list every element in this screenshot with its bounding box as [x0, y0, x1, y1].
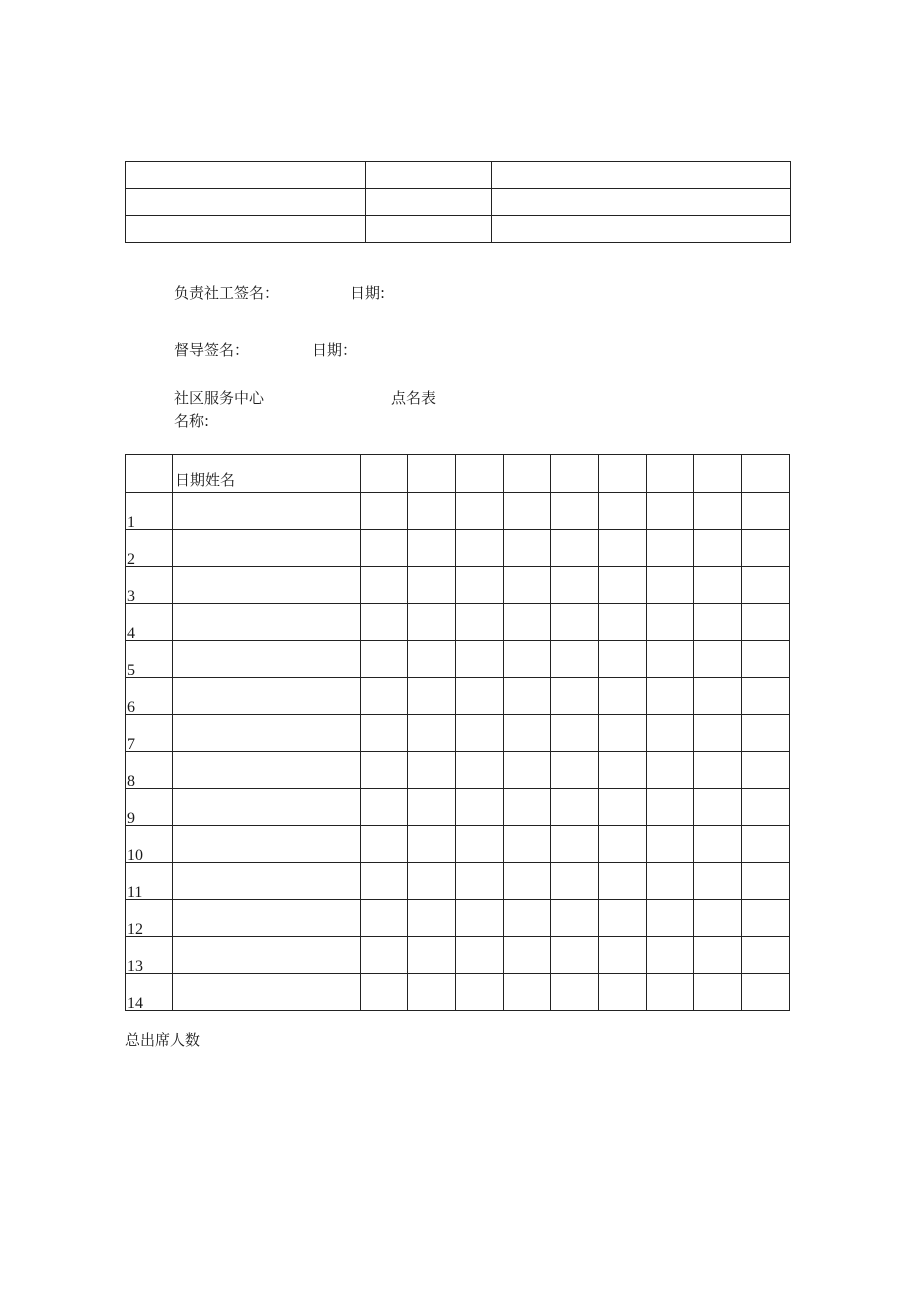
attendance-cell[interactable]: [742, 863, 790, 900]
attendance-cell[interactable]: [361, 604, 408, 641]
attendance-cell[interactable]: [599, 604, 647, 641]
name-cell[interactable]: [173, 604, 361, 641]
name-cell[interactable]: [173, 863, 361, 900]
roster-table: [125, 454, 790, 1011]
attendance-cell[interactable]: [551, 678, 599, 715]
attendance-cell[interactable]: [361, 789, 408, 826]
attendance-cell[interactable]: [647, 715, 694, 752]
name-cell[interactable]: [173, 493, 361, 530]
row-number: 5: [127, 662, 135, 679]
attendance-cell[interactable]: [694, 567, 742, 604]
attendance-cell[interactable]: [504, 826, 551, 863]
row-number-cell: [126, 715, 173, 752]
top-table-cell[interactable]: [366, 189, 492, 216]
top-table-cell[interactable]: [492, 162, 791, 189]
name-cell[interactable]: [173, 567, 361, 604]
row-number-cell: [126, 567, 173, 604]
attendance-cell[interactable]: [408, 604, 456, 641]
attendance-cell[interactable]: [456, 715, 504, 752]
row-number-cell: [126, 641, 173, 678]
row-number-cell: [126, 937, 173, 974]
attendance-cell[interactable]: [408, 752, 456, 789]
attendance-cell[interactable]: [456, 937, 504, 974]
attendance-cell[interactable]: [647, 641, 694, 678]
date-header-cell[interactable]: [551, 455, 599, 493]
attendance-cell[interactable]: [504, 530, 551, 567]
name-cell[interactable]: [173, 900, 361, 937]
row-number: 4: [127, 625, 135, 642]
attendance-cell[interactable]: [504, 715, 551, 752]
attendance-cell[interactable]: [361, 974, 408, 1011]
attendance-cell[interactable]: [694, 493, 742, 530]
attendance-cell[interactable]: [551, 715, 599, 752]
name-cell[interactable]: [173, 937, 361, 974]
attendance-cell[interactable]: [694, 715, 742, 752]
attendance-cell[interactable]: [456, 752, 504, 789]
attendance-cell[interactable]: [599, 937, 647, 974]
attendance-cell[interactable]: [694, 789, 742, 826]
attendance-cell[interactable]: [599, 641, 647, 678]
attendance-cell[interactable]: [408, 567, 456, 604]
attendance-cell[interactable]: [742, 752, 790, 789]
attendance-cell[interactable]: [647, 863, 694, 900]
attendance-cell[interactable]: [694, 641, 742, 678]
date-header-cell[interactable]: [647, 455, 694, 493]
attendance-cell[interactable]: [456, 493, 504, 530]
attendance-cell[interactable]: [694, 826, 742, 863]
row-number-cell: [126, 493, 173, 530]
attendance-cell[interactable]: [551, 530, 599, 567]
roster-row: [126, 826, 790, 863]
attendance-cell[interactable]: [742, 493, 790, 530]
row-number-cell: [126, 863, 173, 900]
attendance-cell[interactable]: [504, 937, 551, 974]
attendance-cell[interactable]: [742, 530, 790, 567]
attendance-cell[interactable]: [551, 493, 599, 530]
row-number: 8: [127, 773, 135, 790]
attendance-cell[interactable]: [504, 567, 551, 604]
attendance-cell[interactable]: [408, 974, 456, 1011]
supervisor-date-label: 日期：: [312, 341, 358, 359]
roster-row: [126, 900, 790, 937]
attendance-cell[interactable]: [599, 789, 647, 826]
attendance-cell[interactable]: [504, 678, 551, 715]
attendance-cell[interactable]: [647, 530, 694, 567]
attendance-cell[interactable]: [551, 937, 599, 974]
attendance-cell[interactable]: [361, 900, 408, 937]
name-cell[interactable]: [173, 641, 361, 678]
attendance-cell[interactable]: [694, 604, 742, 641]
row-number: 3: [127, 588, 135, 605]
row-number: 2: [127, 551, 135, 568]
date-header-cell[interactable]: [742, 455, 790, 493]
roster-row: [126, 863, 790, 900]
row-number: 13: [127, 958, 143, 975]
attendance-cell[interactable]: [694, 974, 742, 1011]
attendance-cell[interactable]: [408, 641, 456, 678]
attendance-cell[interactable]: [456, 604, 504, 641]
attendance-cell[interactable]: [647, 826, 694, 863]
center-name-label-line1: 社区服务中心: [174, 389, 265, 407]
row-number: 10: [127, 847, 143, 864]
attendance-cell[interactable]: [599, 900, 647, 937]
attendance-cell[interactable]: [599, 493, 647, 530]
attendance-cell[interactable]: [408, 789, 456, 826]
attendance-cell[interactable]: [551, 789, 599, 826]
date-header-cell[interactable]: [361, 455, 408, 493]
attendance-cell[interactable]: [742, 974, 790, 1011]
attendance-cell[interactable]: [599, 752, 647, 789]
row-number-cell: [126, 604, 173, 641]
attendance-cell[interactable]: [456, 678, 504, 715]
top-table-cell[interactable]: [366, 216, 492, 243]
top-table-cell[interactable]: [492, 216, 791, 243]
attendance-cell[interactable]: [742, 900, 790, 937]
attendance-cell[interactable]: [504, 789, 551, 826]
attendance-cell[interactable]: [599, 863, 647, 900]
row-number-cell: [126, 752, 173, 789]
name-cell[interactable]: [173, 678, 361, 715]
row-number: 9: [127, 810, 135, 827]
roster-row: [126, 678, 790, 715]
attendance-cell[interactable]: [504, 493, 551, 530]
attendance-cell[interactable]: [647, 974, 694, 1011]
attendance-cell[interactable]: [599, 678, 647, 715]
name-column-header-text: 日期姓名: [175, 471, 236, 489]
attendance-cell[interactable]: [456, 974, 504, 1011]
roster-row: [126, 604, 790, 641]
attendance-cell[interactable]: [647, 567, 694, 604]
attendance-cell[interactable]: [742, 937, 790, 974]
top-blank-table: [125, 161, 791, 243]
attendance-cell[interactable]: [694, 937, 742, 974]
supervisor-signature-label: 督导签名：: [174, 341, 250, 359]
row-number-cell: [126, 678, 173, 715]
attendance-cell[interactable]: [456, 863, 504, 900]
roster-header-row: [126, 455, 790, 493]
roster-row: [126, 493, 790, 530]
attendance-cell[interactable]: [647, 604, 694, 641]
top-table-cell[interactable]: [366, 162, 492, 189]
attendance-cell[interactable]: [694, 863, 742, 900]
attendance-cell[interactable]: [647, 678, 694, 715]
attendance-cell[interactable]: [361, 826, 408, 863]
attendance-cell[interactable]: [599, 530, 647, 567]
attendance-cell[interactable]: [504, 863, 551, 900]
top-table-row: [126, 189, 791, 216]
name-cell[interactable]: [173, 715, 361, 752]
sheet-title: 点名表: [391, 389, 437, 407]
attendance-cell[interactable]: [742, 604, 790, 641]
worker-date-label: 日期:: [350, 284, 386, 302]
attendance-cell[interactable]: [647, 789, 694, 826]
attendance-cell[interactable]: [551, 863, 599, 900]
attendance-cell[interactable]: [456, 530, 504, 567]
attendance-cell[interactable]: [599, 567, 647, 604]
attendance-cell[interactable]: [361, 567, 408, 604]
attendance-cell[interactable]: [361, 937, 408, 974]
attendance-cell[interactable]: [456, 900, 504, 937]
roster-row: [126, 530, 790, 567]
row-number: 14: [127, 995, 143, 1012]
row-number-cell: [126, 789, 173, 826]
total-attendance-label: 总出席人数: [125, 1031, 201, 1049]
attendance-cell[interactable]: [361, 493, 408, 530]
center-name-label-line2: 名称:: [174, 412, 210, 430]
date-header-cell[interactable]: [504, 455, 551, 493]
attendance-cell[interactable]: [694, 530, 742, 567]
attendance-cell[interactable]: [599, 715, 647, 752]
attendance-cell[interactable]: [408, 678, 456, 715]
attendance-cell[interactable]: [504, 752, 551, 789]
attendance-cell[interactable]: [551, 752, 599, 789]
attendance-cell[interactable]: [408, 900, 456, 937]
attendance-cell[interactable]: [504, 974, 551, 1011]
attendance-cell[interactable]: [504, 641, 551, 678]
date-header-cell[interactable]: [694, 455, 742, 493]
name-column-header: [173, 455, 361, 493]
attendance-cell[interactable]: [408, 863, 456, 900]
header-corner-cell: [126, 455, 173, 493]
attendance-cell[interactable]: [647, 493, 694, 530]
attendance-cell[interactable]: [742, 678, 790, 715]
attendance-cell[interactable]: [742, 826, 790, 863]
row-number: 12: [127, 921, 143, 938]
roster-row: [126, 752, 790, 789]
attendance-cell[interactable]: [504, 900, 551, 937]
attendance-cell[interactable]: [694, 752, 742, 789]
attendance-cell[interactable]: [551, 604, 599, 641]
attendance-cell[interactable]: [551, 900, 599, 937]
top-table-cell[interactable]: [126, 162, 366, 189]
attendance-cell[interactable]: [742, 567, 790, 604]
top-table-cell[interactable]: [126, 189, 366, 216]
attendance-cell[interactable]: [361, 863, 408, 900]
top-table-row: [126, 162, 791, 189]
roster-row: [126, 974, 790, 1011]
row-number: 11: [127, 884, 143, 901]
roster-row: [126, 567, 790, 604]
attendance-cell[interactable]: [456, 567, 504, 604]
row-number-cell: [126, 530, 173, 567]
attendance-cell[interactable]: [599, 974, 647, 1011]
row-number-cell: [126, 826, 173, 863]
attendance-cell[interactable]: [647, 937, 694, 974]
date-header-cell[interactable]: [599, 455, 647, 493]
attendance-cell[interactable]: [694, 678, 742, 715]
attendance-cell[interactable]: [456, 641, 504, 678]
attendance-cell[interactable]: [599, 826, 647, 863]
attendance-cell[interactable]: [361, 641, 408, 678]
name-cell[interactable]: [173, 530, 361, 567]
attendance-cell[interactable]: [551, 826, 599, 863]
attendance-cell[interactable]: [647, 900, 694, 937]
attendance-cell[interactable]: [456, 826, 504, 863]
attendance-cell[interactable]: [408, 826, 456, 863]
attendance-cell[interactable]: [742, 789, 790, 826]
attendance-cell[interactable]: [361, 678, 408, 715]
attendance-cell[interactable]: [361, 752, 408, 789]
row-number: 6: [127, 699, 135, 716]
roster-row: [126, 715, 790, 752]
top-table-cell[interactable]: [492, 189, 791, 216]
name-cell[interactable]: [173, 752, 361, 789]
row-number: 1: [127, 514, 135, 531]
attendance-cell[interactable]: [742, 641, 790, 678]
attendance-cell[interactable]: [361, 715, 408, 752]
attendance-cell[interactable]: [408, 715, 456, 752]
name-cell[interactable]: [173, 826, 361, 863]
top-table-cell[interactable]: [126, 216, 366, 243]
attendance-cell[interactable]: [551, 567, 599, 604]
attendance-cell[interactable]: [408, 937, 456, 974]
attendance-cell[interactable]: [551, 641, 599, 678]
roster-row: [126, 937, 790, 974]
date-header-cell[interactable]: [456, 455, 504, 493]
roster-row: [126, 789, 790, 826]
attendance-cell[interactable]: [647, 752, 694, 789]
name-cell[interactable]: [173, 789, 361, 826]
row-number: 7: [127, 736, 135, 753]
attendance-cell[interactable]: [694, 900, 742, 937]
attendance-cell[interactable]: [408, 530, 456, 567]
attendance-cell[interactable]: [456, 789, 504, 826]
name-cell[interactable]: [173, 974, 361, 1011]
row-number-cell: [126, 974, 173, 1011]
row-number-cell: [126, 900, 173, 937]
attendance-cell[interactable]: [361, 530, 408, 567]
top-table-row: [126, 216, 791, 243]
worker-signature-label: 负责社工签名：: [174, 284, 280, 302]
attendance-cell[interactable]: [742, 715, 790, 752]
attendance-cell[interactable]: [504, 604, 551, 641]
attendance-cell[interactable]: [551, 974, 599, 1011]
roster-row: [126, 641, 790, 678]
date-header-cell[interactable]: [408, 455, 456, 493]
attendance-cell[interactable]: [408, 493, 456, 530]
